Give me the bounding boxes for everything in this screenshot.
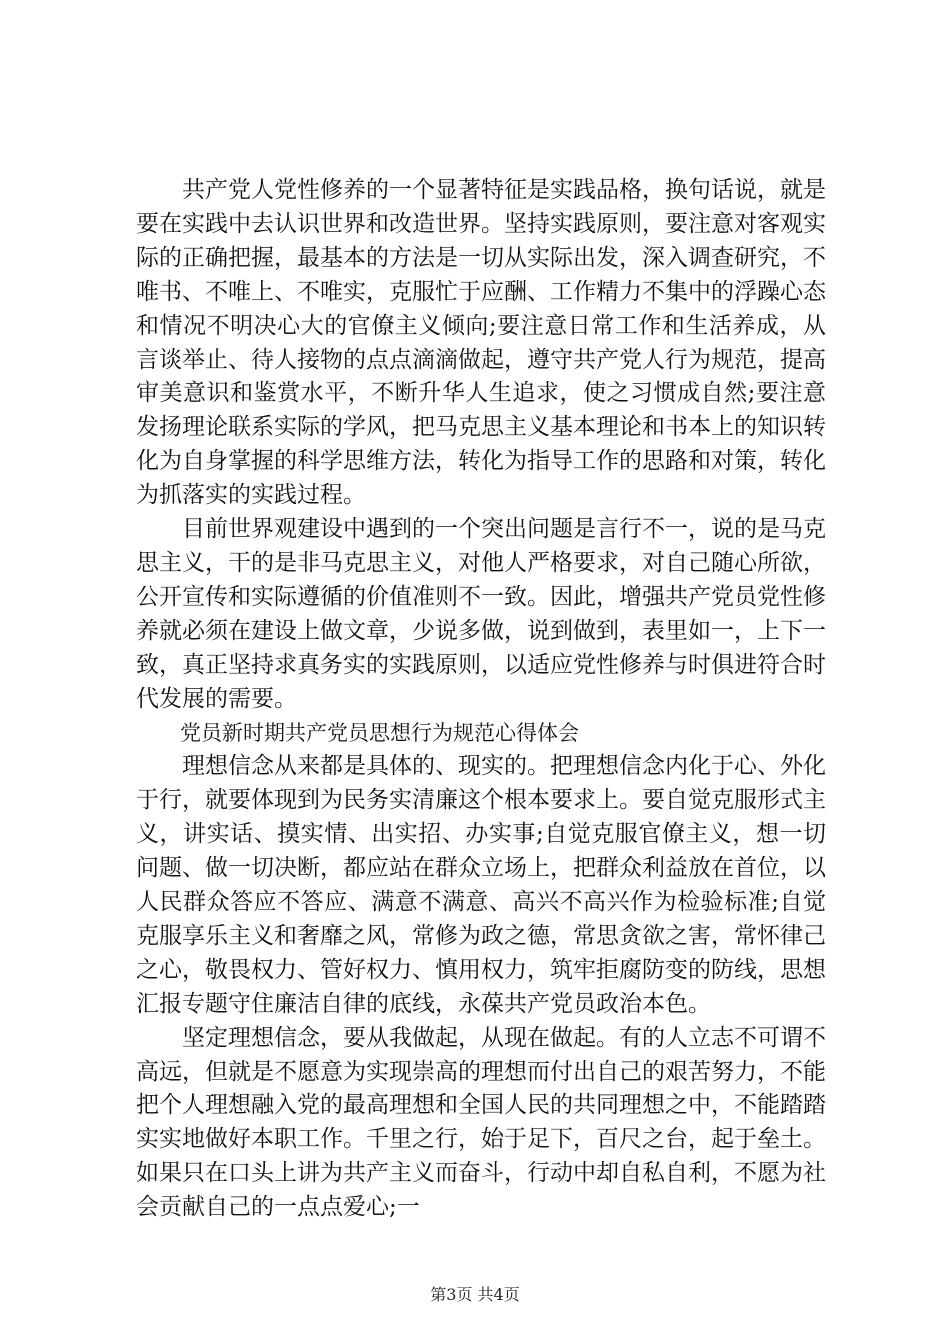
section-title: 党员新时期共产党员思想行为规范心得体会 [180,720,579,745]
paragraph-worldview: 目前世界观建设中遇到的一个突出问题是言行不一，说的是马克思主义，干的是非马克思主义，对他人严格要求，对自己随心所欲，公开宣传和实际遵循的价值准则不一致。因此，增强共产党员党性修养就必须在建设上做文章，少说多做，说到做到，表里如一，上下一致，真正坚持求真务实的实践原则，以适应党性修养与时俱进符合时代发展的需要。 [136,516,826,712]
paragraph-start-from-self: 坚定理想信念，要从我做起，从现在做起。有的人立志不可谓不高远，但就是不愿意为实现崇高的理想而付出自己的艰苦努力，不能把个人理想融入党的最高理想和全国人民的共同理想之中，不能踏踏实实地做好本职工作。千里之行，始于足下，百尺之台，起于垒土。如果只在口头上讲为共产主义而奋斗，行动中却自私自利，不愿为社会贡献自己的一点点爱心;一 [136,1024,826,1221]
page-footer: 第3页 共4页 [430,1285,520,1304]
paragraph-ideals-belief: 理想信念从来都是具体的、现实的。把理想信念内化于心、外化于行，就要体现到为民务实清廉这个根本要求上。要自觉克服形式主义，讲实话、摸实情、出实招、办实事;自觉克服官僚主义，想一切问题、做一切决断，都应站在群众立场上，把群众利益放在首位，以人民群众答应不答应、满意不满意、高兴不高兴作为检验标准;自觉克服享乐主义和奢靡之风，常修为政之德，常思贪欲之害，常怀律己之心，敬畏权力、管好权力、慎用权力，筑牢拒腐防变的防线，思想汇报专题守住廉洁自律的底线，永葆共产党员政治本色。 [136,753,826,1017]
document-body [136,174,826,1225]
paragraph-practice-character: 共产党人党性修养的一个显著特征是实践品格，换句话说，就是要在实践中去认识世界和改造世界。坚持实践原则，要注意对客观实际的正确把握，最基本的方法是一切从实际出发，深入调查研究，不唯书、不唯上、不唯实，克服忙于应酬、工作精力不集中的浮躁心态和情况不明决心大的官僚主义倾向;要注意日常工作和生活养成，从言谈举止、待人接物的点点滴滴做起，遵守共产党人行为规范，提高审美意识和鉴赏水平，不断升华人生追求，使之习惯成自然;要注意发扬理论联系实际的学风，把马克思主义基本理论和书本上的知识转化为自身掌握的科学思维方法，转化为指导工作的思路和对策，转化为抓落实的实践过程。 [136,177,826,509]
